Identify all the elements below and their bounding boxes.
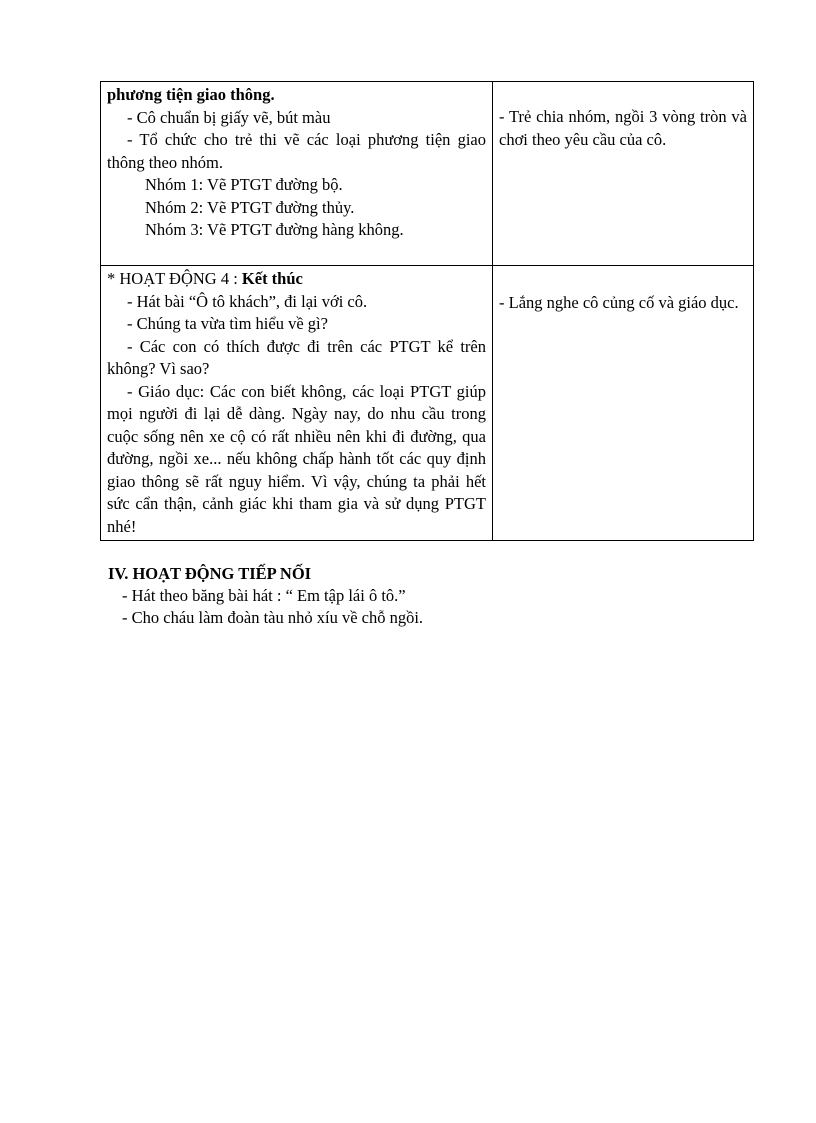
teacher-activity-cell bbox=[101, 266, 493, 541]
list-item: - Cho cháu làm đoàn tàu nhỏ xíu về chỗ ngồi. bbox=[122, 608, 424, 627]
list-item: - Hát theo băng bài hát : “ Em tập lái ô tô.” bbox=[122, 586, 406, 605]
group-line: Nhóm 3: Vẽ PTGT đường hàng không. bbox=[145, 220, 404, 239]
child-activity-cell bbox=[493, 266, 754, 541]
teacher-activity-cell bbox=[101, 82, 493, 266]
lesson-table bbox=[100, 81, 754, 541]
activity-heading-bold: Kết thúc bbox=[241, 269, 303, 288]
child-activity-cell bbox=[493, 82, 754, 266]
group-line: Nhóm 2: Vẽ PTGT đường thủy. bbox=[145, 197, 355, 217]
table-row bbox=[101, 82, 754, 266]
table-row bbox=[101, 266, 754, 541]
activity-line: - Cô chuẩn bị giấy vẽ, bút màu bbox=[127, 107, 331, 127]
activity-title: phương tiện giao thông. bbox=[107, 85, 275, 104]
section-heading: IV. HOẠT ĐỘNG TIẾP NỐI bbox=[108, 564, 312, 583]
activity-line: - Các con có thích được đi trên các PTGT kể trên không? Vì sao? bbox=[107, 336, 486, 378]
activity-line: - Tổ chức cho trẻ thi vẽ các loại phương tiện giao thông theo nhóm. bbox=[107, 130, 486, 172]
activity-line: - Giáo dục: Các con biết không, các loại PTGT giúp mọi người đi lại dễ dàng. Ngày nay, do nhu cầu trong cuộc sống nên xe cộ có rất nhiều nên khi đi đường, qua đường, ngồi xe... nếu không chấp hành tốt các quy định giao thông sẽ rất nguy hiểm. Vì vậy, chúng ta phải hết sức cẩn thận, cảnh giác khi tham gia và sử dụng PTGT nhé! bbox=[107, 381, 486, 536]
child-activity-text: - Lắng nghe cô củng cố và giáo dục. bbox=[499, 293, 739, 312]
follow-up-section bbox=[108, 563, 748, 629]
activity-line: - Chúng ta vừa tìm hiểu về gì? bbox=[127, 314, 328, 333]
activity-line: - Hát bài “Ô tô khách”, đi lại với cô. bbox=[127, 291, 368, 311]
activity-heading-prefix: * HOẠT ĐỘNG 4 : bbox=[107, 269, 238, 288]
child-activity-text: - Trẻ chia nhóm, ngồi 3 vòng tròn và chơi theo yêu cầu của cô. bbox=[499, 107, 747, 149]
group-line: Nhóm 1: Vẽ PTGT đường bộ. bbox=[145, 175, 343, 194]
activity-heading bbox=[107, 268, 486, 291]
